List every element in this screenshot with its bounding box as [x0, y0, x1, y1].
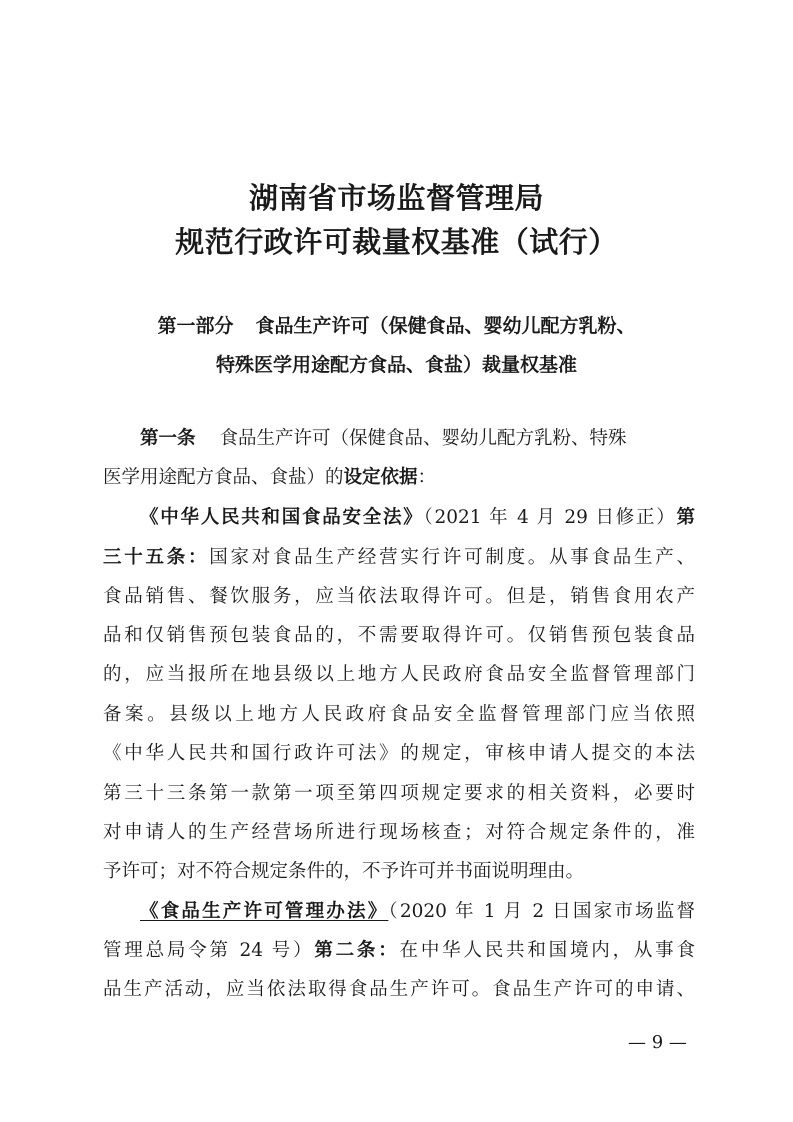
article-1-colon: ：	[417, 467, 437, 488]
law-1-line-2	[103, 545, 695, 571]
law-2-name: 《食品生产许可管理办法》	[140, 901, 389, 922]
section-heading-line-2: 特殊医学用途配方食品、食盐）裁量权基准	[215, 354, 577, 376]
law-1-line-4: 品和仅销售预包装食品的，不需要取得许可。仅销售预包装食品	[103, 625, 695, 646]
law-1-line-9: 对申请人的生产经营场所进行现场核查；对符合规定条件的，准	[103, 822, 695, 843]
law-1-article-prefix: 第	[676, 507, 695, 528]
section-heading-text: 食品生产许可（保健食品、婴幼儿配方乳粉、	[255, 315, 636, 337]
law-1-line-6: 备案。县级以上地方人民政府食品安全监督管理部门应当依照	[103, 704, 695, 725]
article-1-text-cont: 医学用途配方食品、食盐）的	[103, 467, 344, 488]
law-1-line-7: 《中华人民共和国行政许可法》的规定，审核申请人提交的本法	[103, 743, 695, 764]
law-2-issuer-cont: 管理总局令第 24 号）	[103, 940, 315, 961]
article-1-basis-label: 设定依据	[343, 467, 418, 488]
law-2-line-1	[140, 899, 695, 925]
law-2-line-2	[103, 938, 695, 964]
law-1-text: 国家对食品生产经营实行许可制度。从事食品生产、	[209, 547, 695, 568]
law-1-line-1	[140, 505, 695, 531]
law-1-line-8: 第三十三条第一款第一项至第四项规定要求的相关资料，必要时	[103, 783, 695, 804]
article-1-heading: 第一条	[140, 428, 196, 449]
article-1-line-2	[103, 465, 695, 491]
law-1-article: 三十五条	[103, 547, 188, 568]
law-2-issuer: （2020 年 1 月 2 日国家市场监督	[388, 901, 695, 922]
document-title-line-2: 规范行政许可裁量权基准（试行）	[175, 225, 618, 259]
law-1-name: 《中华人民共和国食品安全法》	[140, 507, 424, 528]
law-1-line-3: 食品销售、餐饮服务，应当依法取得许可。但是，销售食用农产	[103, 586, 695, 607]
law-1-colon: ：	[187, 547, 210, 568]
document-title-line-1: 湖南省市场监督管理局	[248, 181, 544, 215]
law-2-text: 在中华人民共和国境内，从事食	[399, 940, 695, 961]
section-part-label: 第一部分	[157, 315, 234, 337]
law-1-revision: （2021 年 4 月 29 日修正）	[423, 507, 677, 528]
law-2-line-3: 品生产活动，应当依法取得食品生产许可。食品生产许可的申请、	[103, 979, 695, 1000]
page-number: — 9 —	[628, 1032, 687, 1053]
article-1-text: 食品生产许可（保健食品、婴幼儿配方乳粉、特殊	[219, 428, 627, 449]
law-2-colon: ：	[378, 940, 400, 961]
article-1-line-1	[140, 426, 695, 452]
law-2-article: 第二条	[314, 940, 379, 961]
law-1-line-10: 予许可；对不符合规定条件的，不予许可并书面说明理由。	[103, 861, 585, 882]
section-heading-line-1	[0, 311, 793, 338]
law-1-line-5: 的，应当报所在地县级以上地方人民政府食品安全监督管理部门	[103, 664, 695, 685]
